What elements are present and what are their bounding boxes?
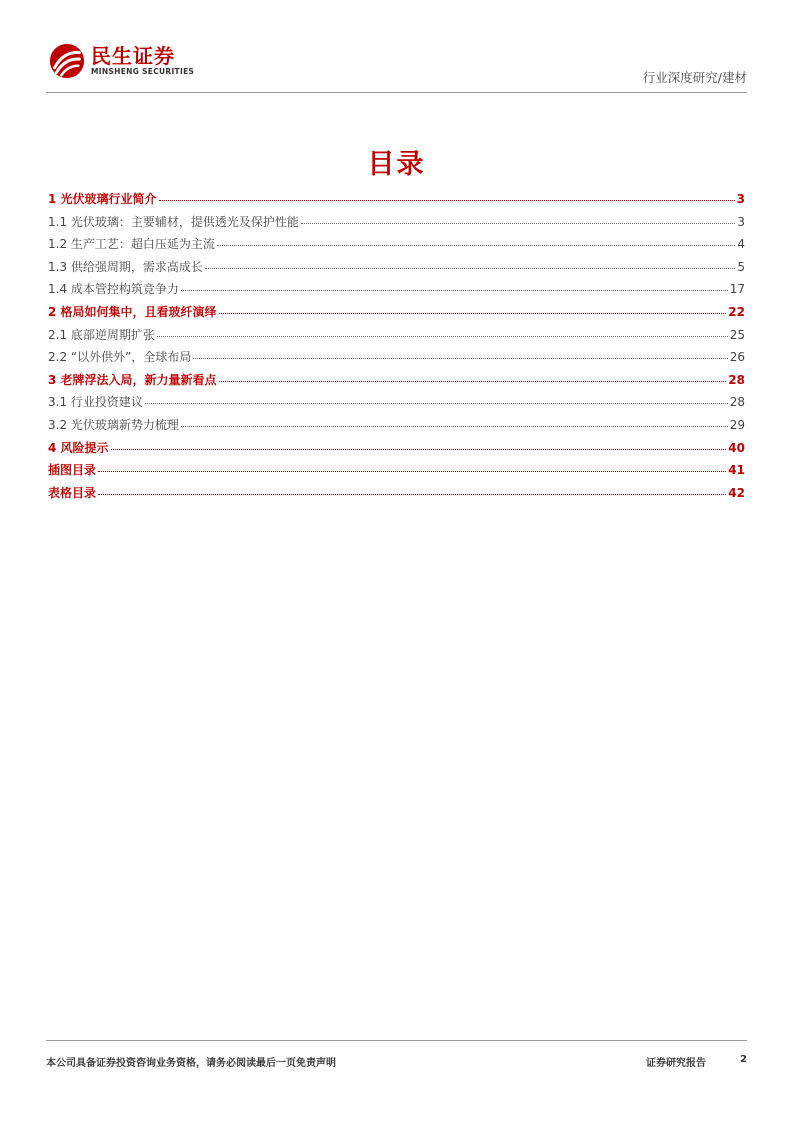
toc-entry[interactable] (48, 348, 745, 371)
toc-title: 目录 (367, 149, 426, 180)
toc-dot-leader (145, 402, 728, 404)
toc-dot-leader (217, 244, 735, 246)
toc-entry[interactable] (48, 439, 745, 462)
toc-entry-page: 5 (737, 259, 745, 274)
logo-english-name: MINSHENG SECURITIES (91, 67, 195, 76)
table-of-contents (48, 190, 745, 506)
toc-entry[interactable] (48, 484, 745, 507)
toc-entry[interactable] (48, 303, 745, 326)
toc-dot-leader (98, 493, 726, 495)
toc-entry-label: 3.1 行业投资建议 (48, 395, 143, 410)
report-category: 行业深度研究/建材 (642, 70, 747, 85)
toc-entry-label: 3.2 光伏玻璃新势力梳理 (48, 417, 179, 432)
toc-dot-leader (181, 289, 728, 291)
toc-entry[interactable] (48, 213, 745, 236)
logo-chinese-name: 民生证券 (91, 44, 175, 68)
toc-entry-label: 1.2 生产工艺：超白压延为主流 (48, 237, 215, 252)
toc-entry[interactable] (48, 461, 745, 484)
toc-entry-page: 22 (728, 304, 745, 319)
toc-entry-page: 26 (729, 350, 745, 365)
toc-dot-leader (219, 380, 727, 382)
toc-entry-label: 1 光伏玻璃行业简介 (48, 192, 157, 206)
toc-entry-page: 4 (737, 237, 745, 252)
minsheng-logo-icon (48, 42, 86, 80)
company-logo (48, 42, 194, 80)
toc-entry[interactable] (48, 190, 745, 213)
toc-entry-label: 2.1 底部逆周期扩张 (48, 327, 155, 342)
toc-entry[interactable] (48, 280, 745, 303)
toc-entry[interactable] (48, 393, 745, 416)
toc-dot-leader (181, 425, 728, 427)
toc-entry-label: 3 老牌浮法入局，新力量新看点 (48, 372, 217, 387)
toc-dot-leader (159, 199, 735, 201)
toc-entry-label: 表格目录 (48, 485, 97, 500)
toc-entry[interactable] (48, 235, 745, 258)
toc-entry[interactable] (48, 371, 745, 394)
toc-entry-page: 3 (737, 214, 745, 229)
toc-dot-leader (98, 470, 726, 472)
toc-entry-page: 40 (728, 440, 745, 455)
toc-dot-leader (301, 222, 735, 224)
toc-dot-leader (111, 448, 727, 450)
toc-entry-label: 1.4 成本管控构筑竞争力 (48, 282, 179, 297)
toc-entry-page: 25 (729, 327, 745, 342)
toc-entry[interactable] (48, 416, 745, 439)
toc-entry-page: 42 (728, 485, 745, 500)
toc-entry-label: 1.3 供给强周期，需求高成长 (48, 259, 203, 274)
toc-entry-page: 28 (729, 395, 745, 410)
toc-entry-label: 插图目录 (48, 463, 97, 478)
toc-entry-page: 28 (728, 372, 745, 387)
toc-entry-page: 17 (729, 282, 745, 297)
toc-dot-leader (193, 357, 727, 359)
toc-entry-label: 1.1 光伏玻璃：主要辅材，提供透光及保护性能 (48, 214, 299, 229)
footer-page-number: 2 (740, 1054, 747, 1065)
page-header (46, 40, 747, 93)
toc-entry-label: 4 风险提示 (48, 440, 109, 455)
toc-entry-page: 41 (728, 463, 745, 478)
toc-dot-leader (157, 335, 728, 337)
toc-dot-leader (205, 267, 735, 269)
toc-entry-page: 29 (729, 417, 745, 432)
footer-report-type: 证券研究报告 (646, 1058, 707, 1069)
toc-entry[interactable] (48, 326, 745, 349)
page-footer (46, 1040, 747, 1077)
toc-entry-page: 3 (736, 192, 745, 206)
footer-disclaimer: 本公司具备证券投资咨询业务资格，请务必阅读最后一页免责声明 (46, 1058, 336, 1069)
toc-entry-label: 2.2 “以外供外”，全球布局 (48, 350, 192, 365)
toc-dot-leader (219, 312, 727, 314)
toc-entry[interactable] (48, 258, 745, 281)
toc-entry-label: 2 格局如何集中，且看玻纤演绎 (48, 304, 217, 319)
